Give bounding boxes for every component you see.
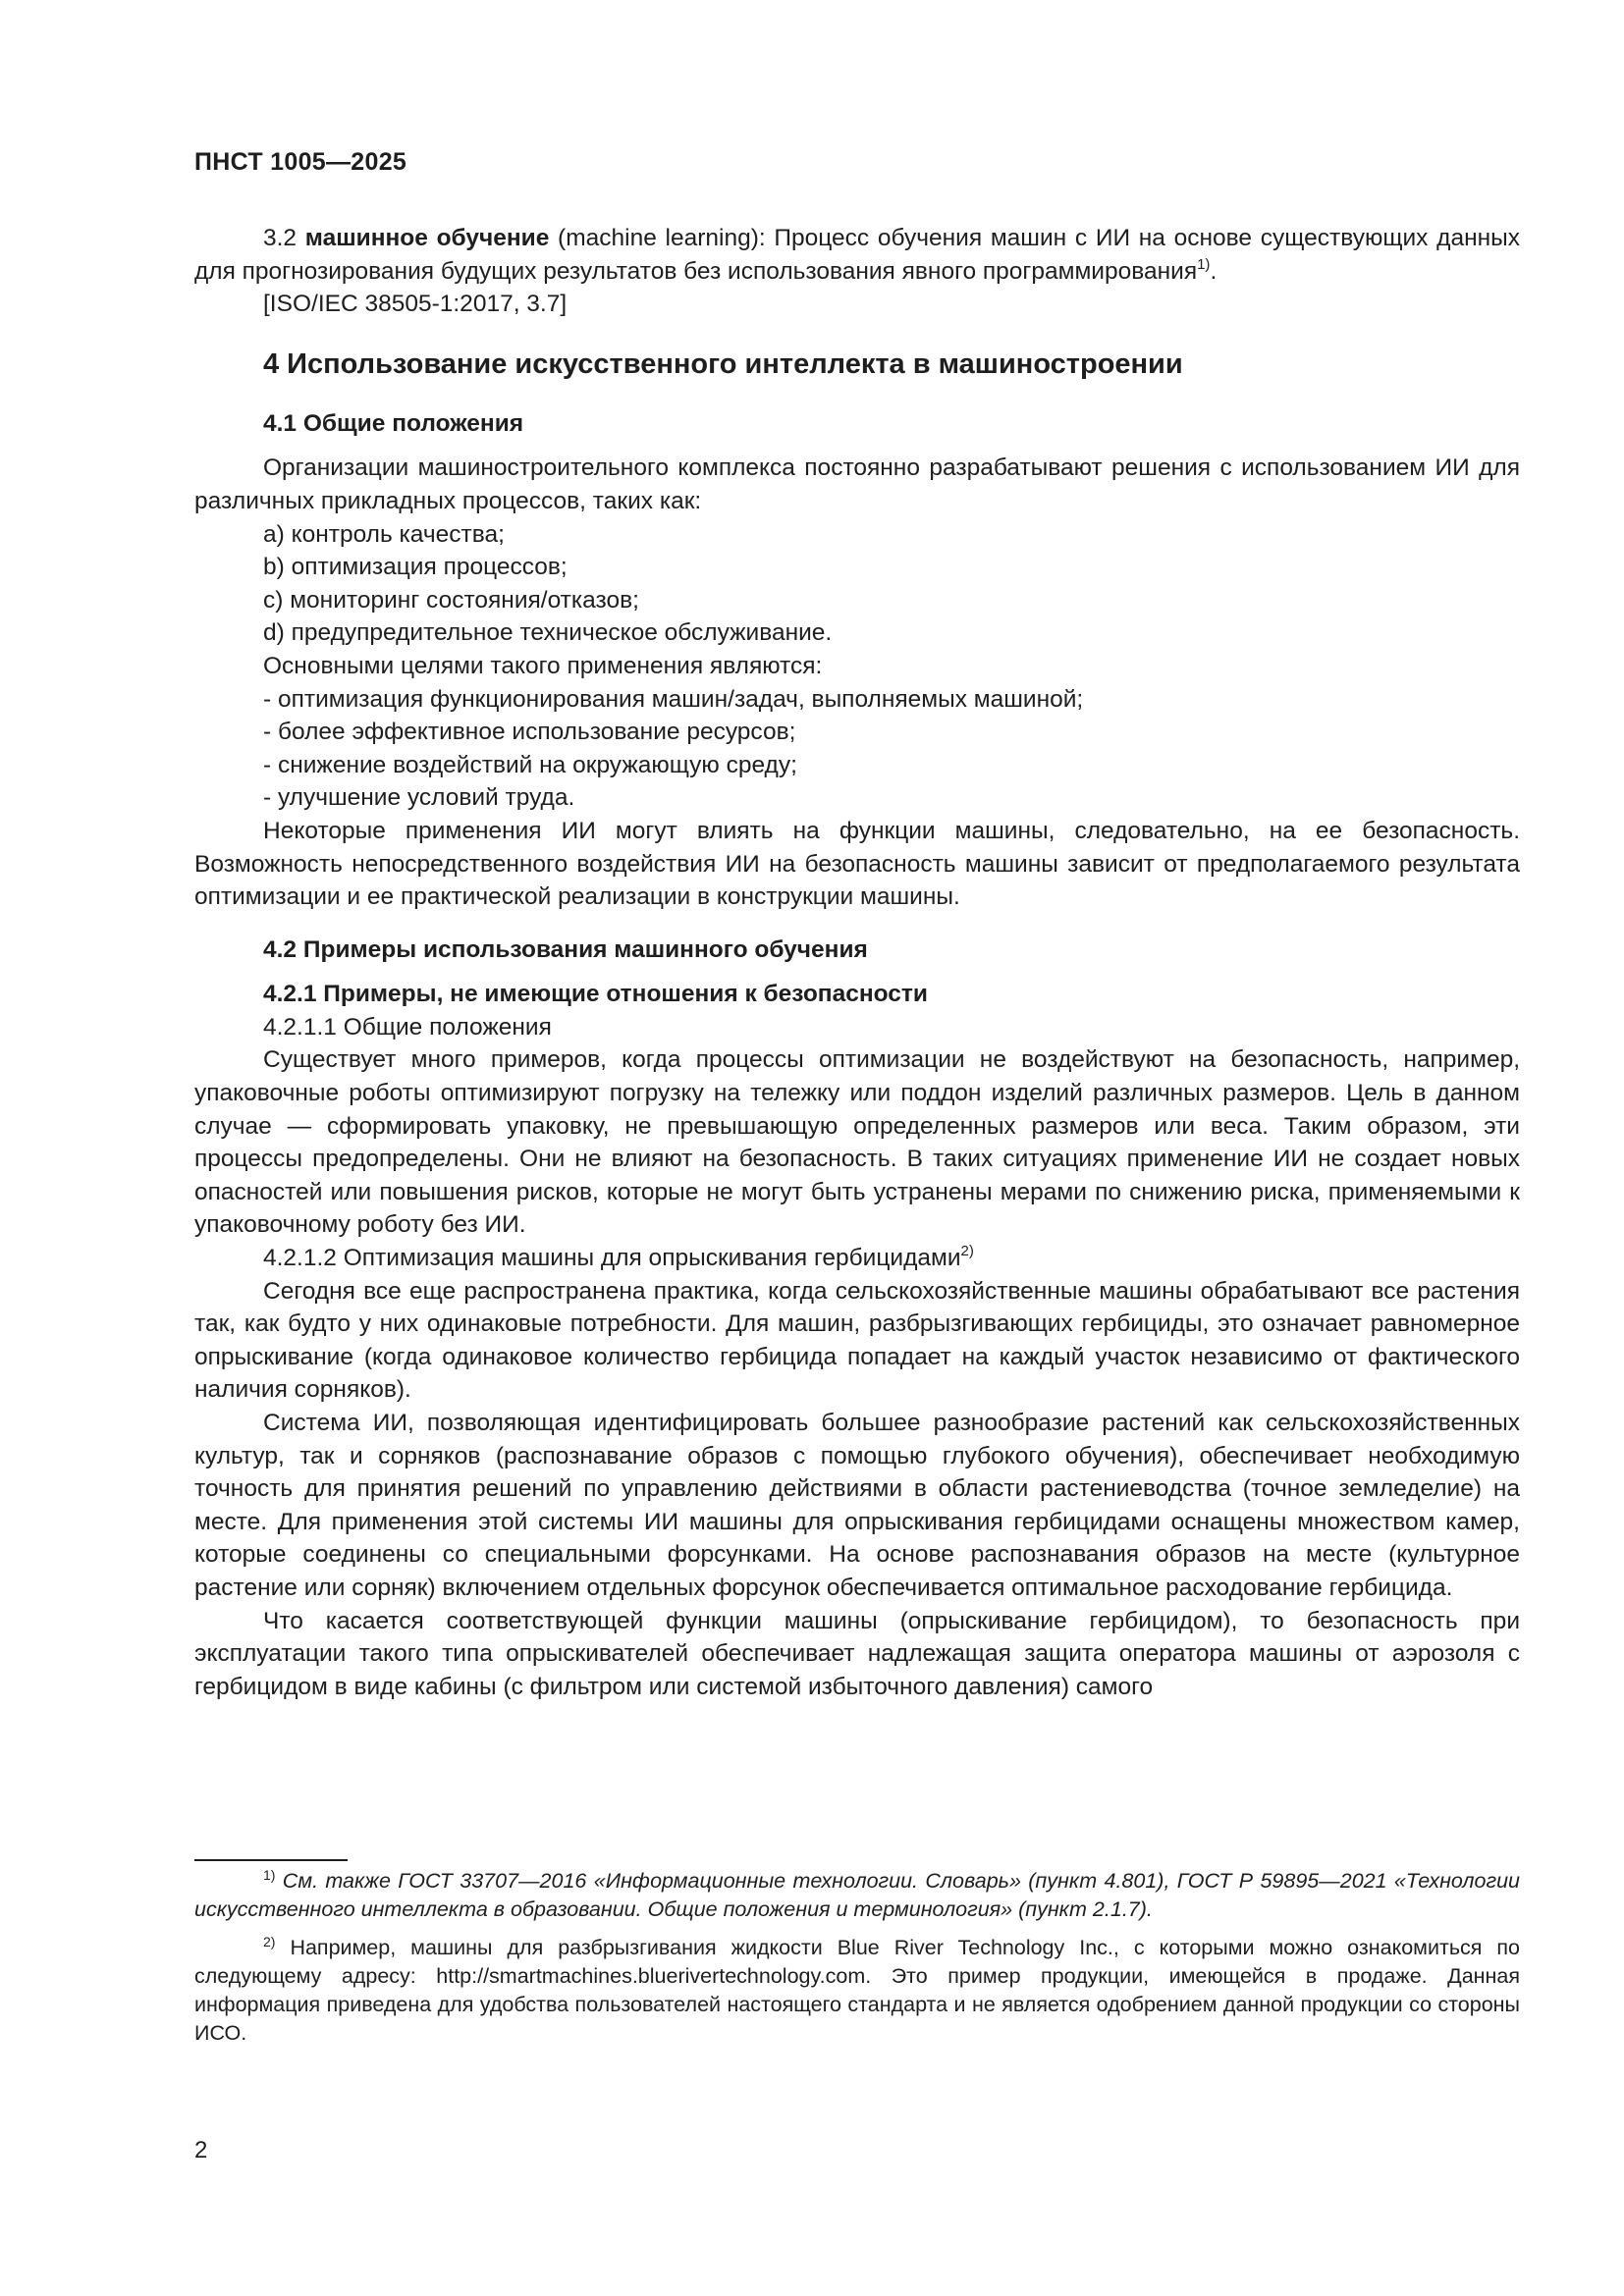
goals-intro: Основными целями такого применения являются: bbox=[263, 652, 823, 679]
footnote-mark: 2) bbox=[263, 1934, 276, 1949]
section-4-2-1-2-heading bbox=[194, 1242, 1520, 1275]
footnote-text: Например, машины для разбрызгивания жидкости Blue River Technology Inc., с которыми можно ознакомиться по следующему адресу: http://smartmachines.bluerivertechnology.com. Это пример продукции, имеющейся в продаже. Данная информация приведена для удобства пользователей настоящего стандарта и не является одобрением данной продукции со стороны ИСО. bbox=[194, 1936, 1520, 2045]
list-item: b) оптимизация процессов; bbox=[263, 554, 568, 581]
footnote-ref-1[interactable]: 1) bbox=[1197, 255, 1211, 273]
definition-end: . bbox=[1210, 257, 1218, 285]
section-4-2-1-title: 4.2.1 Примеры, не имеющие отношения к безопасности bbox=[263, 981, 928, 1008]
definition-term: машинное обучение bbox=[304, 225, 550, 251]
list-item: - более эффективное использование ресурсов; bbox=[263, 719, 796, 746]
section-4-2-1-2-paragraph-3: Что касается соответствующей функции машины (опрыскивание гербицидом), то безопасность при эксплуатации такого типа опрыскивателей обеспечивает надлежащая защита оператора машины от аэрозоля с гербицидом в виде кабины (с фильтром или системой избыточного давления) самого bbox=[194, 1607, 1520, 1700]
footnote-text: См. также ГОСТ 33707—2016 «Информационные технологии. Словарь» (пункт 4.801), ГОСТ Р 59895—2021 «Технологии искусственного интеллекта в образовании. Общие положения и терминология» (пункт 2.1.7). bbox=[194, 1869, 1520, 1921]
document-code-header: ПНСТ 1005—2025 bbox=[194, 148, 407, 176]
page-number: 2 bbox=[194, 2137, 208, 2163]
list-item: - снижение воздействий на окружающую среду; bbox=[263, 751, 797, 778]
list-item: c) мониторинг состояния/отказов; bbox=[263, 586, 639, 614]
section-4-2-1-1-text: Существует много примеров, когда процессы оптимизации не воздействуют на безопасность, например, упаковочные роботы оптимизируют погрузку на тележку или поддон изделий различных размеров. Цель в данном случае — сформировать упаковку, не превышающую определенных размеров или веса. Таким образом, эти процессы предопределены. Они не влияют на безопасность. В таких ситуациях применение ИИ не создает новых опасностей или повышения рисков, которые не могут быть устранены мерами по снижению риска, применяемыми к упаковочному роботу без ИИ. bbox=[194, 1046, 1520, 1239]
footnote-2 bbox=[194, 1934, 1520, 2048]
footnote-separator bbox=[194, 1859, 348, 1861]
section-4-title: 4 Использование искусственного интеллекта в машиностроении bbox=[263, 347, 1183, 380]
definition-source: [ISO/IEC 38505-1:2017, 3.7] bbox=[263, 291, 568, 318]
list-item: - улучшение условий труда. bbox=[263, 784, 575, 812]
section-4-2-1-2-paragraph-2: Система ИИ, позволяющая идентифицировать большее разнообразие растений как сельскохозяйственных культур, так и сорняков (распознавание образов с помощью глубокого обучения), обеспечивает необходимую точность для принятия решений по управлению действиями в области растениеводства (точное земледелие) на месте. Для применения этой системы ИИ машины для опрыскивания гербицидами оснащены множеством камер, которые соединены со специальными форсунками. На основе распознавания образов на месте (культурное растение или сорняк) включением отдельных форсунок обеспечивается оптимальное расходование гербицида. bbox=[194, 1410, 1520, 1601]
list-item: - оптимизация функционирования машин/задач, выполняемых машиной; bbox=[263, 685, 1084, 713]
document-body bbox=[194, 222, 1520, 1703]
section-4-2-1-1-title: 4.2.1.1 Общие положения bbox=[263, 1013, 552, 1041]
footnote-ref-2[interactable]: 2) bbox=[960, 1243, 974, 1260]
section-4-2-1-2-paragraph-1: Сегодня все еще распространена практика, когда сельскохозяйственные машины обрабатывают все растения так, как будто у них одинаковые потребности. Для машин, разбрызгивающих гербициды, это означает равномерное опрыскивание (когда одинаковое количество гербицида попадает на каждый участок независимо от фактического наличия сорняков). bbox=[194, 1277, 1520, 1404]
list-item: d) предупредительное техническое обслуживание. bbox=[263, 619, 833, 647]
footnote-1 bbox=[194, 1867, 1520, 1924]
definition-number: 3.2 bbox=[263, 225, 298, 251]
section-4-2-1-2-title: 4.2.1.2 Оптимизация машины для опрыскивания гербицидами bbox=[263, 1245, 961, 1272]
footnote-mark: 1) bbox=[263, 1867, 276, 1883]
section-4-1-title: 4.1 Общие положения bbox=[263, 409, 524, 437]
section-4-1-closing: Некоторые применения ИИ могут влиять на функции машины, следовательно, на ее безопасность. Возможность непосредственного воздействия ИИ на безопасность машины зависит от предполагаемого результата оптимизации и ее практической реализации в конструкции машины. bbox=[194, 817, 1520, 911]
footnotes bbox=[194, 1867, 1520, 2057]
definition-3-2 bbox=[194, 222, 1520, 288]
list-item: a) контроль качества; bbox=[263, 520, 505, 548]
section-4-1-intro: Организации машиностроительного комплекса постоянно разрабатывают решения с использованием ИИ для различных прикладных процессов, таких как: bbox=[194, 454, 1520, 514]
definition-text: (machine learning): Процесс обучения машин с ИИ на основе существующих данных для прогнозирования будущих результатов без использования явного программирования bbox=[194, 225, 1520, 285]
section-4-2-title: 4.2 Примеры использования машинного обучения bbox=[263, 935, 868, 963]
